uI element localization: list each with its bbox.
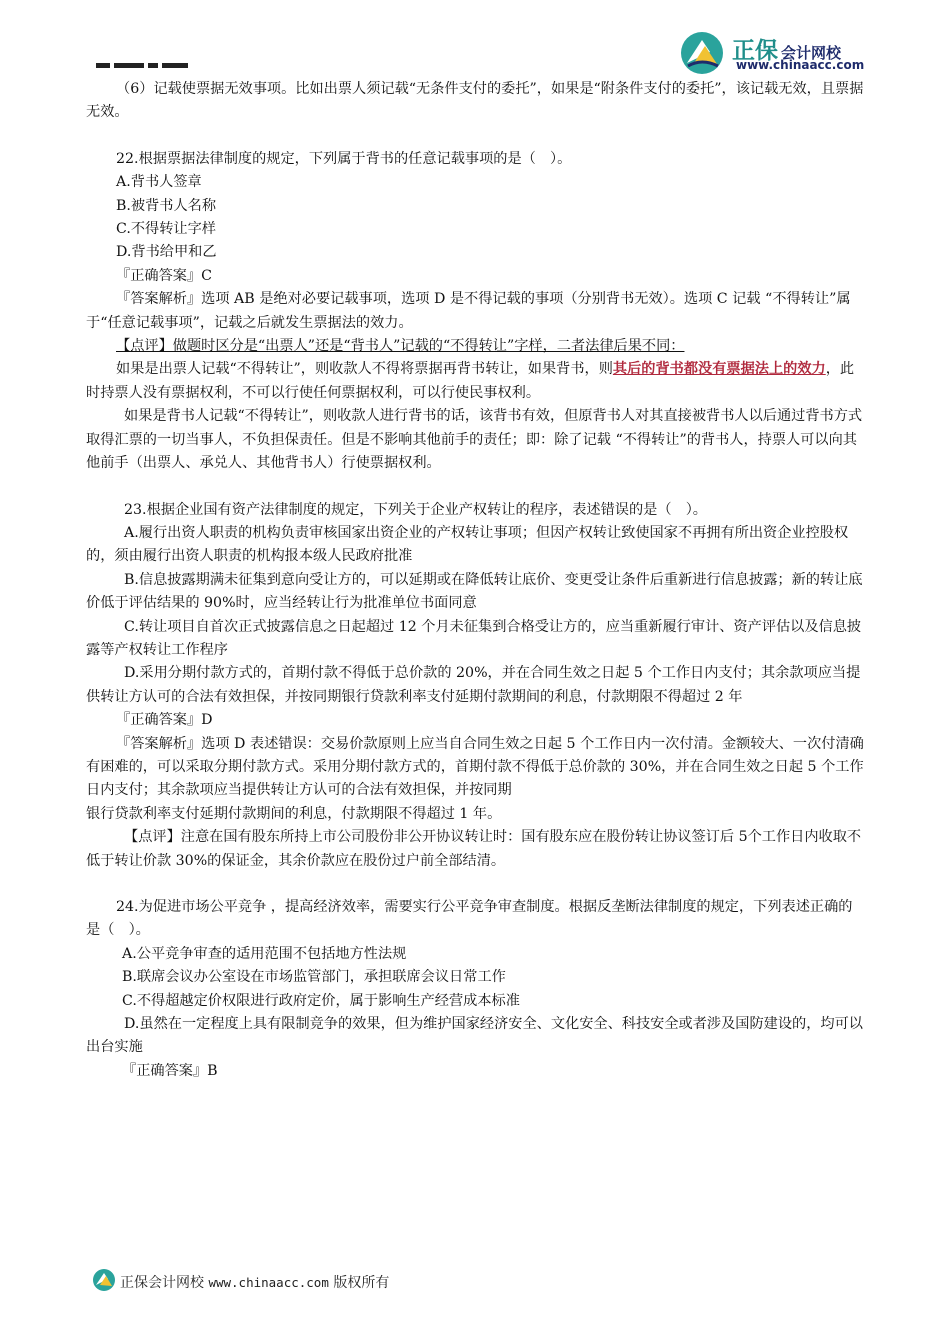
q22-option-d: D.背书给甲和乙 [116,244,217,261]
q22-comment-drawer-b: ，此时持票人没有票据权利，不可以行使任何票据权利，可以行使民事权利。 [86,361,855,401]
q24-stem: 24.为促进市场公平竞争 ，提高经济效率，需要实行公平竞争审查制度。根据反垄断法律制度的规定，下列表述正确的是（ ）。 [86,899,853,939]
q23-option-b: B.信息披露期满未征集到意向受让方的，可以延期或在降低转让底价、变更受让条件后重新进行信息披露；新的转让底价低于评估结果的 90%时，应当经转让行为批准单位书面同意 [86,571,863,612]
q22-comment: 【点评】做题时区分是“出票人”还是“背书人”记载的“不得转让”字样，二者法律后果不同： [116,338,685,355]
q22-comment-highlight: 其后的背书都没有票据法上的效力 [612,361,826,378]
q23-comment: 【点评】注意在国有股东所持上市公司股份非公开协议转让时：国有股东应在股份转让协议签订后 5个工作日内收取不低于转让价款 30%的保证金，其余价款应在股份过户前全部结清。 [86,829,862,869]
intro-paragraph: （6）记载使票据无效事项。比如出票人须记载“无条件支付的委托”，如果是“附条件支付的委托”，该记载无效，且票据无效。 [86,81,864,121]
q24-answer: 『正确答案』B [122,1062,218,1079]
chinaacc-logo [678,30,878,76]
footer-text [120,1272,389,1292]
brand-big: 正保 [732,38,778,64]
q22-analysis: 『答案解析』选项 AB 是绝对必要记载事项，选项 D 是不得记载的事项（分别背书无效）。选项 C 记载 “不得转让”属于“任意记载事项”，记载之后就发生票据法的效力。 [86,291,851,331]
q22-stem: 22.根据票据法律制度的规定，下列属于背书的任意记载事项的是（ ）。 [116,150,572,167]
q22-option-a: A.背书人签章 [116,174,202,191]
q23-answer: 『正确答案』D [116,712,213,729]
q23-analysis: 『答案解析』选项 D 表述错误：交易价款原则上应当自合同生效之日起 5 个工作日内一次付清。金额较大、一次付清确有困难的，可以采取分期付款方式。采用分期付款方式的，首期付款不得低于总价款的 30%，并在合同生效之日起 5 个工作日内支付；其余款项应当提供转让方认可的合法有效担保，并按同期 [86,735,864,799]
q23-option-d: D.采用分期付款方式的，首期付款不得低于总价款的 20%，并在合同生效之日起 5 个工作日内支付；其余款项应当提供转让方认可的合法有效担保，并按同期银行贷款利率支付延期付款期间的利息，付款期限不得超过 2 年 [86,665,861,705]
q23-option-a: A.履行出资人职责的机构负责审核国家出资企业的产权转让事项；但因产权转让致使国家不再拥有所出资企业控股权的，须由履行出资人职责的机构报本级人民政府批准 [86,524,849,565]
q22-option-b: B.被背书人名称 [116,197,217,214]
brand-small: 会计网校 [781,44,842,62]
q22-comment-drawer-a: 如果是出票人记载“不得转让”，则收款人不得将票据再背书转让，如果背书，则 [116,361,613,378]
q22-comment-drawer [86,358,866,405]
q24-option-c: C.不得超越定价权限进行政府定价，属于影响生产经营成本标准 [122,992,520,1009]
q24-option-d: D.虽然在一定程度上具有限制竞争的效果，但为维护国家经济安全、文化安全、科技安全或者涉及国防建设的，均可以出台实施 [86,1016,863,1056]
q23-option-c: C.转让项目自首次正式披露信息之日起超过 12 个月未征集到合格受让方的，应当重新履行审计、资产评估以及信息披露等产权转让工作程序 [86,618,862,658]
q24-option-a: A.公平竞争审查的适用范围不包括地方性法规 [122,945,407,962]
clipped-top-line [96,56,246,64]
q23-stem: 23.根据企业国有资产法律制度的规定，下列关于企业产权转让的程序，表述错误的是（ ）。 [124,501,707,518]
q24-option-b: B.联席会议办公室设在市场监管部门，承担联席会议日常工作 [122,969,506,986]
q22-answer: 『正确答案』C [116,267,212,284]
q22-comment-endorser: 如果是背书人记载“不得转让”，则收款人进行背书的话，该背书有效，但原背书人对其直接被背书人以后通过背书方式取得汇票的一切当事人，不负担保责任。但是不影响其他前手的责任；即：除了记载 “不得转让”的背书人，持票人可以向其他前手（出票人、承兑人、其他背书人）行使票据权利。 [86,408,863,472]
footer-rights: 版权所有 [333,1275,390,1291]
footer-url: www.chinaacc.com [208,1275,329,1290]
logo-mark-icon [678,30,726,76]
document-body [86,78,866,1083]
footer-logo-icon [92,1268,116,1292]
header-url: www.chinaacc.com [736,58,865,72]
q22-option-c: C.不得转让字样 [116,221,216,238]
footer-brand: 正保会计网校 [120,1275,204,1291]
q23-analysis-cont: 银行贷款利率支付延期付款期间的利息，付款期限不得超过 1 年。 [86,805,502,822]
